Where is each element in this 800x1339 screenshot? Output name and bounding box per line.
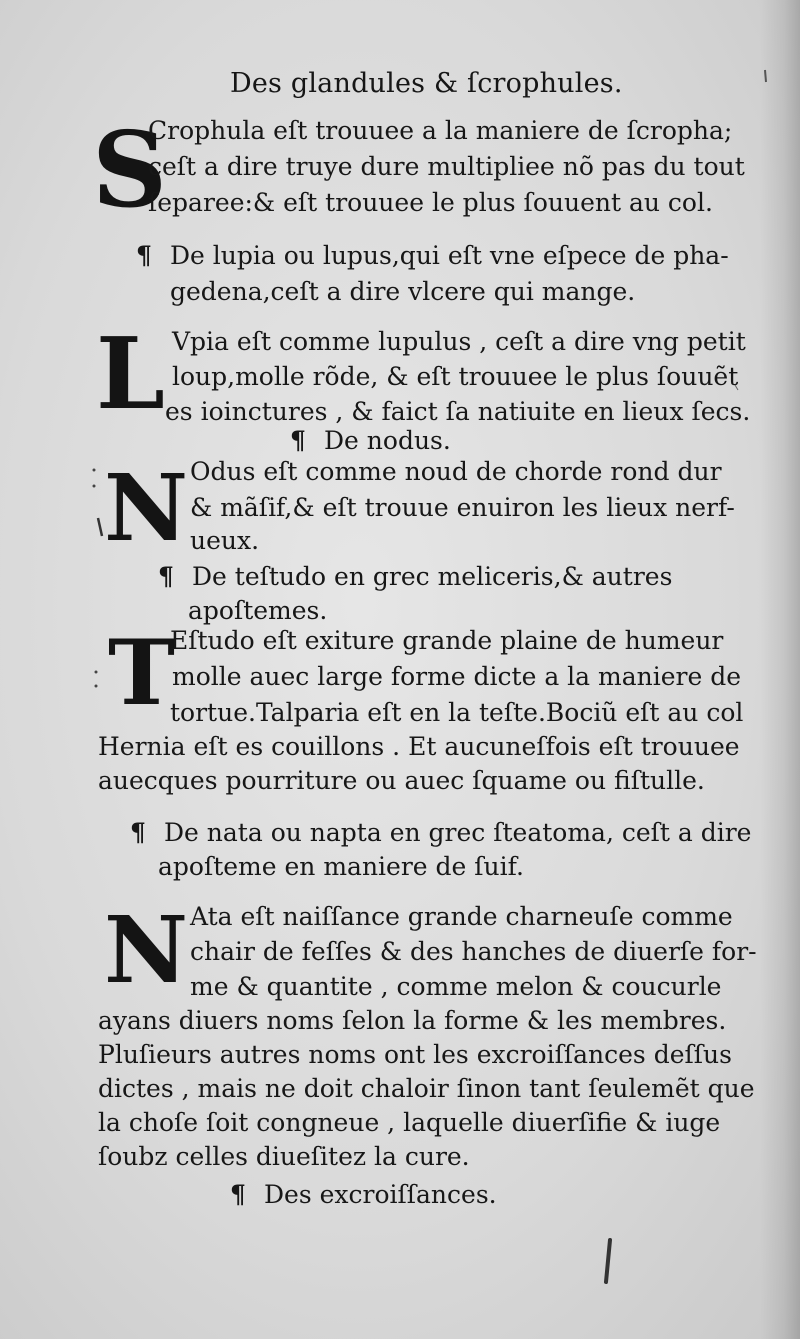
text-line: molle auec large forme dicte a la maniere de <box>172 662 742 691</box>
text-line: tortue.Talparia eſt en la teſte.Bociũ eſt au col <box>170 698 744 727</box>
heading-line: Des excroiſſances. <box>264 1180 497 1209</box>
text-line: ayans diuers noms ſelon la forme & les membres. <box>98 1006 727 1035</box>
pilcrow-icon: ¶ <box>136 241 152 270</box>
page-title: Des glandules & ſcrophules. <box>230 68 623 99</box>
text-line: loup,molle rõde, & eſt trouuee le plus ſouuẽt <box>172 362 739 391</box>
text-line: ſoubz celles diueſitez la cure. <box>98 1142 470 1171</box>
drop-cap-n: N <box>104 896 189 1004</box>
text-line: Vpia eſt comme lupulus , ceſt a dire vng petit <box>172 327 746 356</box>
text-line: chair de feſſes & des hanches de diuerſe for- <box>190 937 757 966</box>
drop-cap-s: S <box>92 108 168 231</box>
text-line: Odus eſt comme noud de chorde rond dur <box>190 457 722 486</box>
text-line: la choſe ſoit congneue , laquelle diuerſifie & iuge <box>98 1108 721 1137</box>
heading-line: De lupia ou lupus,qui eſt vne eſpece de pha- <box>170 241 729 270</box>
text-line: Crophula eſt trouuee a la maniere de ſcropha; <box>148 116 733 145</box>
text-line: Eſtudo eſt exiture grande plaine de humeur <box>170 626 724 655</box>
drop-cap-t: T <box>108 620 175 726</box>
heading-line: apoſteme en maniere de ſuif. <box>158 852 524 881</box>
heading-line: De nata ou napta en grec ſteatoma, ceſt a dire <box>164 818 752 847</box>
pilcrow-icon: ¶ <box>290 426 306 455</box>
text-line: Hernia eſt es couillons . Et aucuneſfois eſt trouuee <box>98 732 740 761</box>
heading-line: De teſtudo en grec meliceris,& autres <box>192 562 673 591</box>
heading-line: De nodus. <box>324 426 451 455</box>
drop-cap-n: N <box>104 454 189 562</box>
text-line: es ioinctures , & faict ſa natiuite en lieux ſecs. <box>165 397 751 426</box>
text-line: ueux. <box>190 526 260 555</box>
text-line: auecques pourriture ou auec ſquame ou fiſtulle. <box>98 766 705 795</box>
heading-line: apoſtemes. <box>188 596 328 625</box>
drop-cap-l: L <box>96 317 165 432</box>
heading-line: gedena,ceſt a dire vlcere qui mange. <box>170 277 636 306</box>
text-line: ceſt a dire truye dure multipliee nõ pas du tout <box>148 152 745 181</box>
text-line: dictes , mais ne doit chaloir ſinon tant ſeulemẽt que <box>98 1074 755 1103</box>
pilcrow-icon: ¶ <box>130 818 146 847</box>
text-line: ſeparee:& eſt trouuee le plus ſouuent au col. <box>148 188 713 217</box>
text-line: Ata eſt naiſſance grande charneuſe comme <box>190 902 733 931</box>
text-line: Pluſieurs autres noms ont les excroiſſances deſſus <box>98 1040 732 1069</box>
page-gutter-shadow <box>760 0 800 1339</box>
pilcrow-icon: ¶ <box>230 1180 246 1209</box>
text-line: me & quantite , comme melon & coucurle <box>190 972 722 1001</box>
pilcrow-icon: ¶ <box>158 562 174 591</box>
text-line: & mãſif,& eſt trouue enuiron les lieux nerf- <box>190 493 735 522</box>
